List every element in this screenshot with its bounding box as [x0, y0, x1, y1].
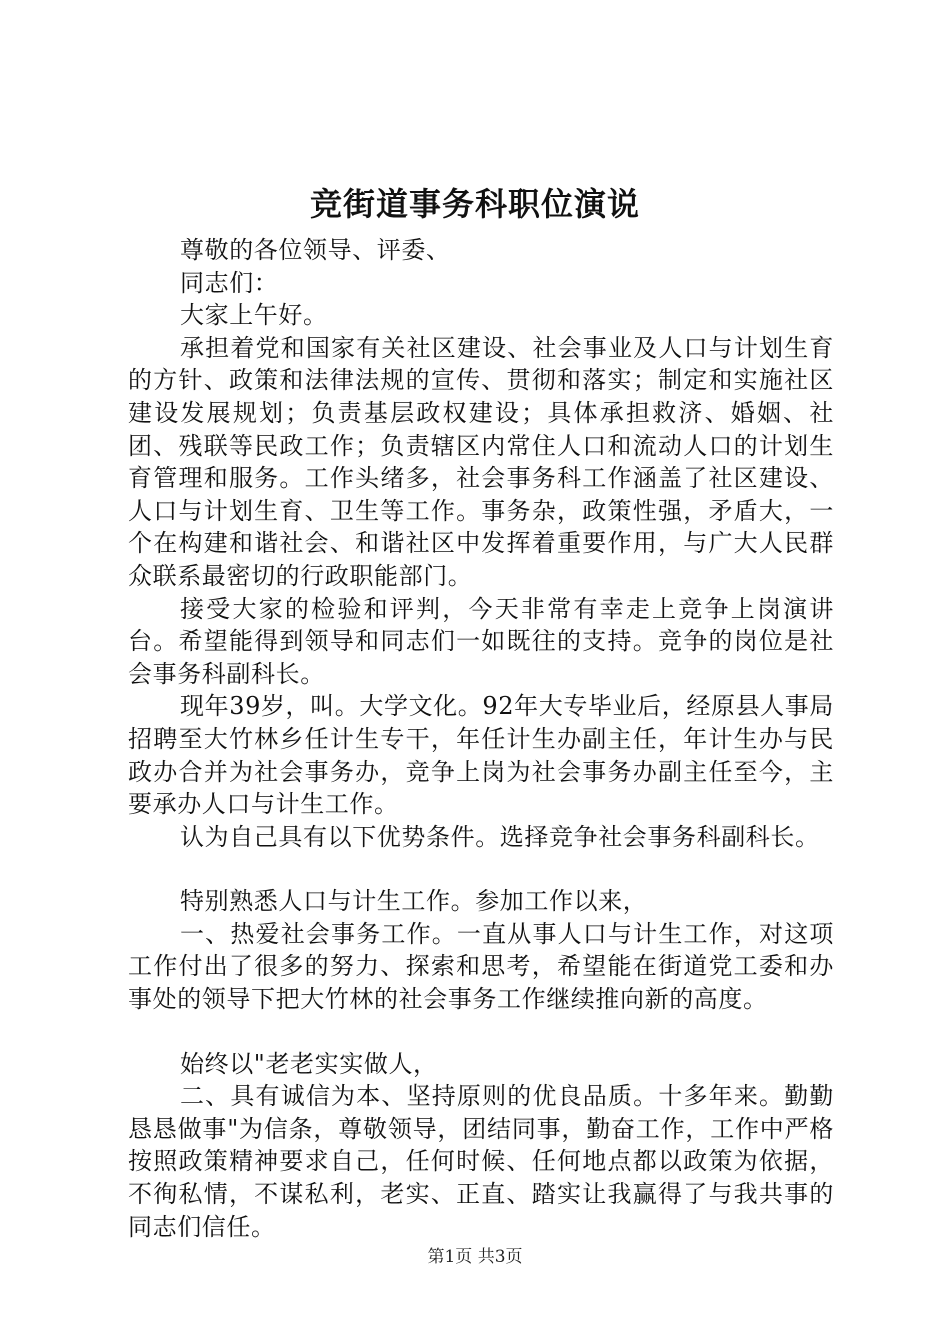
body-paragraph: 始终以"老老实实做人，: [180, 1049, 438, 1078]
page-number-footer: 第1页 共3页: [427, 1247, 523, 1267]
body-paragraph: 一、热爱社会事务工作。一直从事人口与计生工作，对这项工作付出了很多的努力、探索和思考，希望能在街道党工委和办事处的领导下把大竹林的社会事务工作继续推向新的高度。: [128, 919, 834, 1014]
body-paragraph: 承担着党和国家有关社区建设、社会事业及人口与计划生育的方针、政策和法律法规的宣传、贯彻和落实；制定和实施社区建设发展规划；负责基层政权建设；具体承担救济、婚姻、社团、残联等民政工作；负责辖区内常住人口和流动人口的计划生育管理和服务。工作头绪多，社会事务科工作涵盖了社区建设、人口与计划生育、卫生等工作。事务杂，政策性强，矛盾大，一个在构建和谐社会、和谐社区中发挥着重要作用，与广大人民群众联系最密切的行政职能部门。: [128, 333, 834, 590]
salutation-line-1: 尊敬的各位领导、评委、: [180, 236, 451, 264]
body-paragraph: 特别熟悉人口与计生工作。参加工作以来，: [180, 887, 648, 916]
greeting-paragraph: 大家上午好。: [180, 301, 328, 330]
body-paragraph: 接受大家的检验和评判，今天非常有幸走上竞争上岗演讲台。希望能得到领导和同志们一如既往的支持。竞争的岗位是社会事务科副科长。: [128, 594, 834, 688]
body-paragraph: 现年39岁，叫。大学文化。92年大专毕业后，经原县人事局招聘至大竹林乡任计生专干，年任计生办副主任，年计生办与民政办合并为社会事务办，竞争上岗为社会事务办副主任至今，主要承办人口与计生工作。: [128, 692, 834, 819]
document-body: [128, 234, 834, 1243]
body-paragraph: 二、具有诚信为本、坚持原则的优良品质。十多年来。勤勤恳恳做事"为信条，尊敬领导，团结同事，勤奋工作，工作中严格按照政策精神要求自己，任何时候、任何地点都以政策为依据，不徇私情，不谋私利，老实、正直、踏实让我赢得了与我共事的同志们信任。: [128, 1082, 834, 1241]
salutation-line-2: 同志们：: [180, 268, 279, 297]
document-title: 竞街道事务科职位演说: [309, 185, 640, 223]
body-paragraph: 认为自己具有以下优势条件。选择竞争社会事务科副科长。: [180, 822, 820, 851]
